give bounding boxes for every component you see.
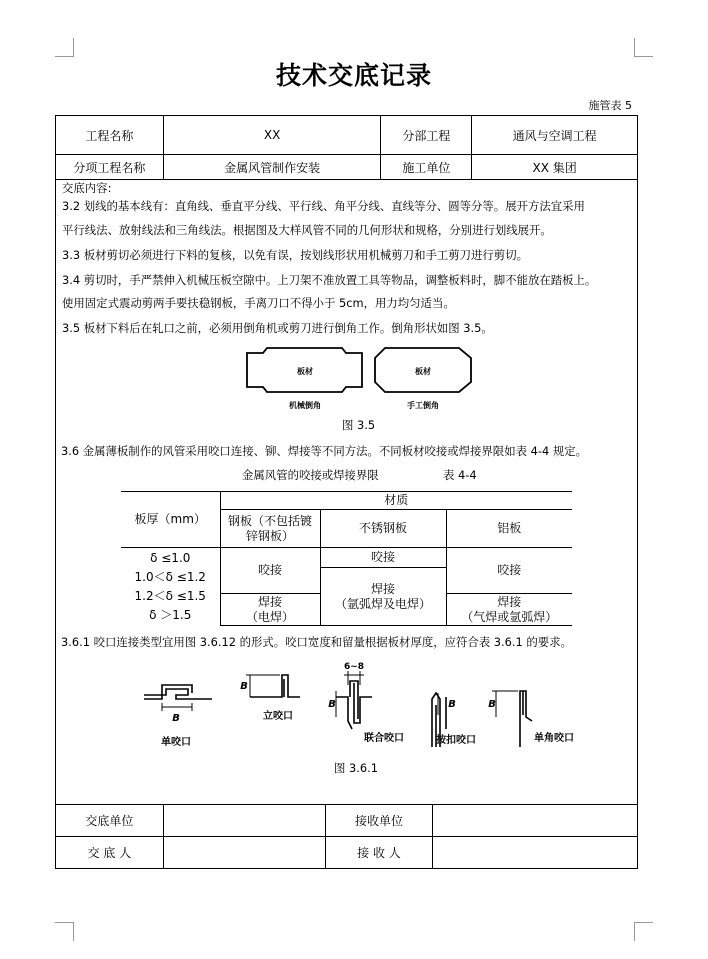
figure-caption: 图 3.5 bbox=[342, 418, 376, 432]
contractor-label: 施工单位 bbox=[381, 155, 472, 180]
paragraph: 3.5 板材下料后在轧口之前，必须用倒角机或剪刀进行倒角工作。倒角形状如图 3.5。 bbox=[62, 321, 493, 335]
combined-seam-drawing bbox=[336, 671, 372, 729]
form-number: 施管表 5 bbox=[588, 99, 632, 112]
thickness-header: 板厚（mm） bbox=[121, 492, 220, 548]
manual-chamfer-caption: 手工倒角 bbox=[407, 401, 439, 410]
plate-label: 板材 bbox=[415, 367, 431, 376]
aluminium-thick-value: 焊接 （气焊或氩弧焊） bbox=[446, 594, 572, 626]
subitem-label: 分项工程名称 bbox=[56, 155, 164, 180]
dimension-b: B bbox=[240, 681, 248, 692]
dimension-b: B bbox=[172, 713, 180, 724]
single-seam-label: 单咬口 bbox=[161, 737, 191, 748]
chamfer-figure bbox=[245, 344, 475, 412]
stainless-thick-value: 焊接 （氩弧焊及电焊） bbox=[320, 568, 446, 626]
crop-mark bbox=[55, 38, 74, 57]
joint-limit-table bbox=[121, 491, 572, 626]
dimension-b: B bbox=[328, 699, 336, 710]
table-number: 表 4-4 bbox=[443, 468, 477, 482]
corner-seam-drawing bbox=[492, 691, 532, 747]
document-title: 技术交底记录 bbox=[275, 61, 432, 90]
stainless-header: 不锈钢板 bbox=[320, 510, 446, 548]
paragraph: 3.2 划线的基本线有：直角线、垂直平分线、平行线、角平分线、直线等分、圆等分等。展开方法宜采用 bbox=[62, 199, 585, 213]
steel-header: 钢板（不包括镀 锌钢板） bbox=[220, 510, 320, 548]
aluminium-header: 铝板 bbox=[446, 510, 572, 548]
seam-types-figure bbox=[140, 657, 580, 751]
handover-person-label: 交 底 人 bbox=[56, 837, 164, 869]
paragraph: 3.6.1 咬口连接类型宜用图 3.6.12 的形式。咬口宽度和留量根据板材厚度，应符合表 3.6.1 的要求。 bbox=[61, 635, 572, 649]
handover-unit-field[interactable] bbox=[163, 805, 325, 837]
stainless-thin-value: 咬接 bbox=[320, 548, 446, 568]
paragraph: 3.6 金属薄板制作的风管采用咬口连接、铆、焊接等不同方法。不同板材咬接或焊接界限如表 4-4 规定。 bbox=[61, 444, 587, 458]
plate-label: 板材 bbox=[297, 367, 313, 376]
paragraph: 3.4 剪切时，手严禁伸入机械压板空隙中。上刀架不准放置工具等物品，调整板料时，脚不能放在踏板上。 bbox=[62, 273, 597, 287]
table-title: 金属风管的咬接或焊接界限 bbox=[242, 468, 379, 482]
single-seam-drawing bbox=[144, 685, 212, 711]
dimension-b: B bbox=[448, 699, 456, 710]
steel-thick-value: 焊接 （电焊） bbox=[220, 594, 320, 626]
receiving-unit-field[interactable] bbox=[433, 805, 638, 837]
signature-table bbox=[55, 804, 638, 869]
handover-person-field[interactable] bbox=[163, 837, 325, 869]
division-label: 分部工程 bbox=[381, 116, 472, 155]
paragraph: 3.3 板材剪切必须进行下料的复核，以免有误，按划线形状用机械剪刀和手工剪刀进行剪切。 bbox=[62, 248, 528, 262]
contractor-value: XX 集团 bbox=[472, 155, 638, 180]
handover-unit-label: 交底单位 bbox=[56, 805, 164, 837]
subitem-value: 金属风管制作安装 bbox=[163, 155, 381, 180]
content-heading: 交底内容: bbox=[62, 181, 112, 195]
combined-seam-label: 联合咬口 bbox=[364, 733, 404, 744]
receiver-field[interactable] bbox=[433, 837, 638, 869]
project-name-value: XX bbox=[163, 116, 381, 155]
crop-mark bbox=[634, 38, 653, 57]
dimension-b: B bbox=[488, 699, 496, 710]
receiver-label: 接 收 人 bbox=[325, 837, 433, 869]
dimension-6-8: 6~8 bbox=[343, 662, 365, 672]
figure-caption: 图 3.6.1 bbox=[334, 761, 378, 775]
machine-chamfer-caption: 机械倒角 bbox=[289, 401, 321, 410]
thickness-values: δ ≤1.0 1.0＜δ ≤1.2 1.2＜δ ≤1.5 δ ＞1.5 bbox=[121, 548, 220, 626]
steel-thin-value: 咬接 bbox=[220, 548, 320, 594]
snap-seam-label: 按扣咬口 bbox=[436, 735, 476, 746]
crop-mark bbox=[55, 922, 74, 941]
aluminium-thin-value: 咬接 bbox=[446, 548, 572, 594]
corner-seam-label: 单角咬口 bbox=[534, 733, 574, 744]
division-value: 通风与空调工程 bbox=[472, 116, 638, 155]
material-header: 材质 bbox=[220, 492, 572, 510]
crop-mark bbox=[634, 922, 653, 941]
standing-seam-drawing bbox=[246, 675, 300, 697]
paragraph: 平行线法、放射线法和三角线法。根据图及大样风管不同的几何形状和规格，分别进行划线展开。 bbox=[62, 223, 552, 237]
header-table bbox=[55, 115, 638, 180]
standing-seam-label: 立咬口 bbox=[263, 711, 293, 722]
project-name-label: 工程名称 bbox=[56, 116, 164, 155]
paragraph: 使用固定式震动剪两手要扶稳钢板，手离刀口不得小于 5cm，用力均匀适当。 bbox=[62, 296, 455, 310]
receiving-unit-label: 接收单位 bbox=[325, 805, 433, 837]
